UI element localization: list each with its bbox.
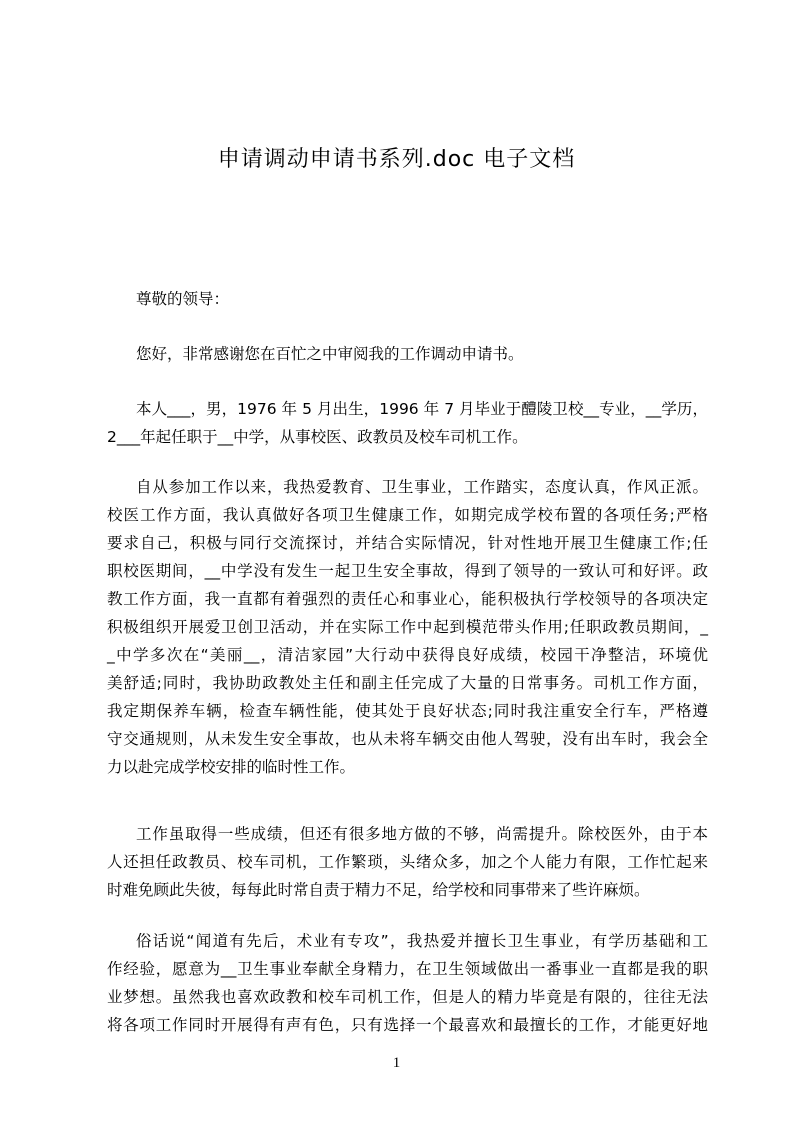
text-line: _中学多次在“美丽__，清洁家园”大行动中获得良好成绩，校园干净整洁，环境优 (107, 646, 708, 664)
text-line: 2___年起任职于__中学，从事校医、政教员及校车司机工作。 (107, 428, 528, 446)
text-line: 我定期保养车辆，检查车辆性能，使其处于良好状态;同时我注重安全行车，严格遵 (107, 702, 708, 720)
page-number: 1 (392, 1055, 401, 1071)
paragraph (107, 820, 708, 904)
text-line: 自从参加工作以来，我热爱教育、卫生事业，工作踏实，态度认真，作风正派。 (136, 478, 708, 496)
text-line: 将各项工作同时开展得有声有色，只有选择一个最喜欢和最擅长的工作，才能更好地 (107, 1016, 708, 1034)
document-title: 申请调动申请书系列.doc 电子文档 (217, 147, 576, 172)
text-line: 作经验，愿意为__卫生事业奉献全身精力，在卫生领域做出一番事业一直都是我的职 (107, 960, 708, 978)
paragraph (107, 285, 708, 313)
text-line: 守交通规则，从未发生安全事故，也从未将车辆交由他人驾驶，没有出车时，我会全 (107, 730, 708, 748)
text-line: 业梦想。虽然我也喜欢政教和校车司机工作，但是人的精力毕竟是有限的，往往无法 (107, 988, 708, 1006)
text-line: 时难免顾此失彼，每每此时常自责于精力不足，给学校和同事带来了些许麻烦。 (107, 881, 650, 899)
text-line: 教工作方面，我一直都有着强烈的责任心和事业心，能积极执行学校领导的各项决定 (107, 590, 708, 608)
text-line: 美舒适;同时，我协助政教处主任和副主任完成了大量的日常事务。司机工作方面， (107, 674, 708, 692)
text-line: 校医工作方面，我认真做好各项卫生健康工作，如期完成学校布置的各项任务;严格 (107, 506, 708, 524)
text-line: 要求自己，积极与同行交流探讨，并结合实际情况，针对性地开展卫生健康工作;任 (107, 534, 708, 552)
paragraph (107, 395, 708, 451)
text-line: 本人___，男，1976 年 5 月出生，1996 年 7 月毕业于醴陵卫校__专业，__学历， (136, 400, 708, 418)
text-line: 工作虽取得一些成绩，但还有很多地方做的不够，尚需提升。除校医外，由于本 (136, 825, 708, 843)
text-line: 力以赴完成学校安排的临时性工作。 (107, 758, 356, 776)
paragraph (107, 927, 708, 1039)
text-line: 人还担任政教员、校车司机，工作繁琐，头绪众多，加之个人能力有限，工作忙起来 (107, 853, 708, 871)
paragraph (107, 340, 708, 368)
text-line: 职校医期间，__中学没有发生一起卫生安全事故，得到了领导的一致认可和好评。政 (107, 562, 708, 580)
text-line: 积极组织开展爱卫创卫活动，并在实际工作中起到模范带头作用;任职政教员期间，_ (107, 618, 708, 636)
text-line: 俗话说“闻道有先后，术业有专攻”，我热爱并擅长卫生事业，有学历基础和工 (136, 932, 708, 950)
paragraph (107, 473, 708, 781)
text-line: 尊敬的领导： (136, 290, 230, 308)
text-line: 您好，非常感谢您在百忙之中审阅我的工作调动申请书。 (136, 345, 524, 363)
